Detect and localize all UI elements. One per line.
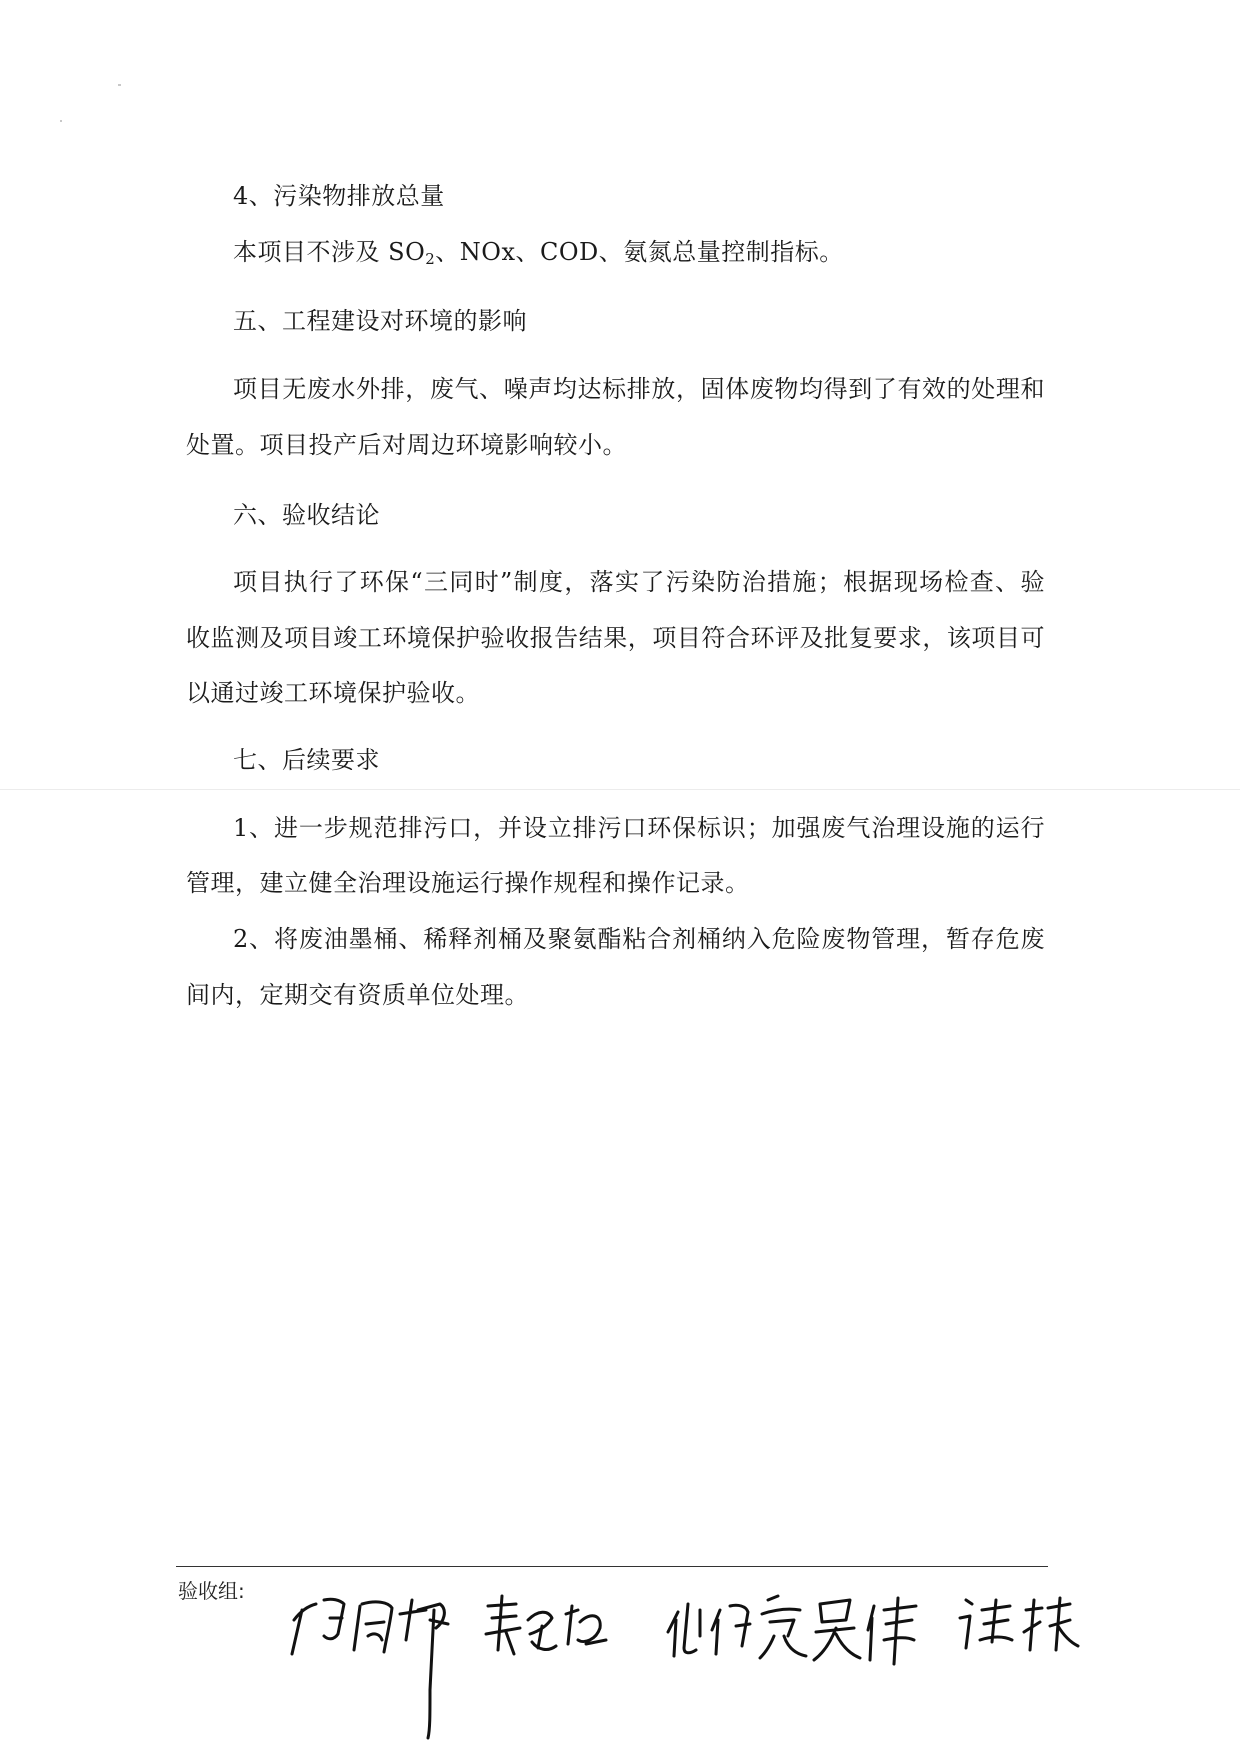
- signature-4: [814, 1598, 916, 1664]
- paragraph-line: 管理，建立健全治理设施运行操作规程和操作记录。: [186, 869, 750, 897]
- section-heading: 六、验收结论: [233, 501, 380, 529]
- paragraph-line: 收监测及项目竣工环境保护验收报告结果，项目符合环评及批复要求，该项目可: [186, 624, 1045, 652]
- paragraph-line: 项目无废水外排，废气、噪声均达标排放，固体废物均得到了有效的处理和: [233, 375, 1045, 403]
- scan-speck: [118, 84, 121, 86]
- paragraph-line: 间内，定期交有资质单位处理。: [186, 981, 529, 1009]
- paragraph-text: 本项目不涉及 SO: [233, 238, 426, 266]
- signature-5: [960, 1598, 1078, 1650]
- acceptance-group-label: 验收组:: [178, 1579, 245, 1603]
- signature-2: [486, 1596, 606, 1654]
- signature-rule: [176, 1566, 1048, 1567]
- handwritten-signatures: [280, 1570, 1100, 1740]
- paragraph-line: 项目执行了环保“三同时”制度，落实了污染防治措施；根据现场检查、验: [233, 568, 1045, 596]
- paragraph-line: 2、将废油墨桶、稀释剂桶及聚氨酯粘合剂桶纳入危险废物管理，暂存危废: [233, 925, 1045, 953]
- section-heading: 五、工程建设对环境的影响: [233, 307, 527, 335]
- paragraph-line: 以通过竣工环境保护验收。: [186, 679, 480, 707]
- signature-3: [668, 1596, 806, 1658]
- subsection-heading: 4、污染物排放总量: [233, 182, 445, 210]
- signature-1: [292, 1599, 448, 1738]
- scan-speck: [60, 120, 62, 122]
- paragraph-line: [233, 236, 844, 275]
- scan-artifact-line: [0, 789, 1240, 790]
- subscript: 2: [425, 250, 436, 268]
- paragraph-line: 1、进一步规范排污口，并设立排污口环保标识；加强废气治理设施的运行: [233, 814, 1045, 842]
- paragraph-line: 处置。项目投产后对周边环境影响较小。: [186, 431, 627, 459]
- section-heading: 七、后续要求: [233, 746, 380, 774]
- paragraph-text: 、NOx、COD、氨氮总量控制指标。: [435, 238, 844, 266]
